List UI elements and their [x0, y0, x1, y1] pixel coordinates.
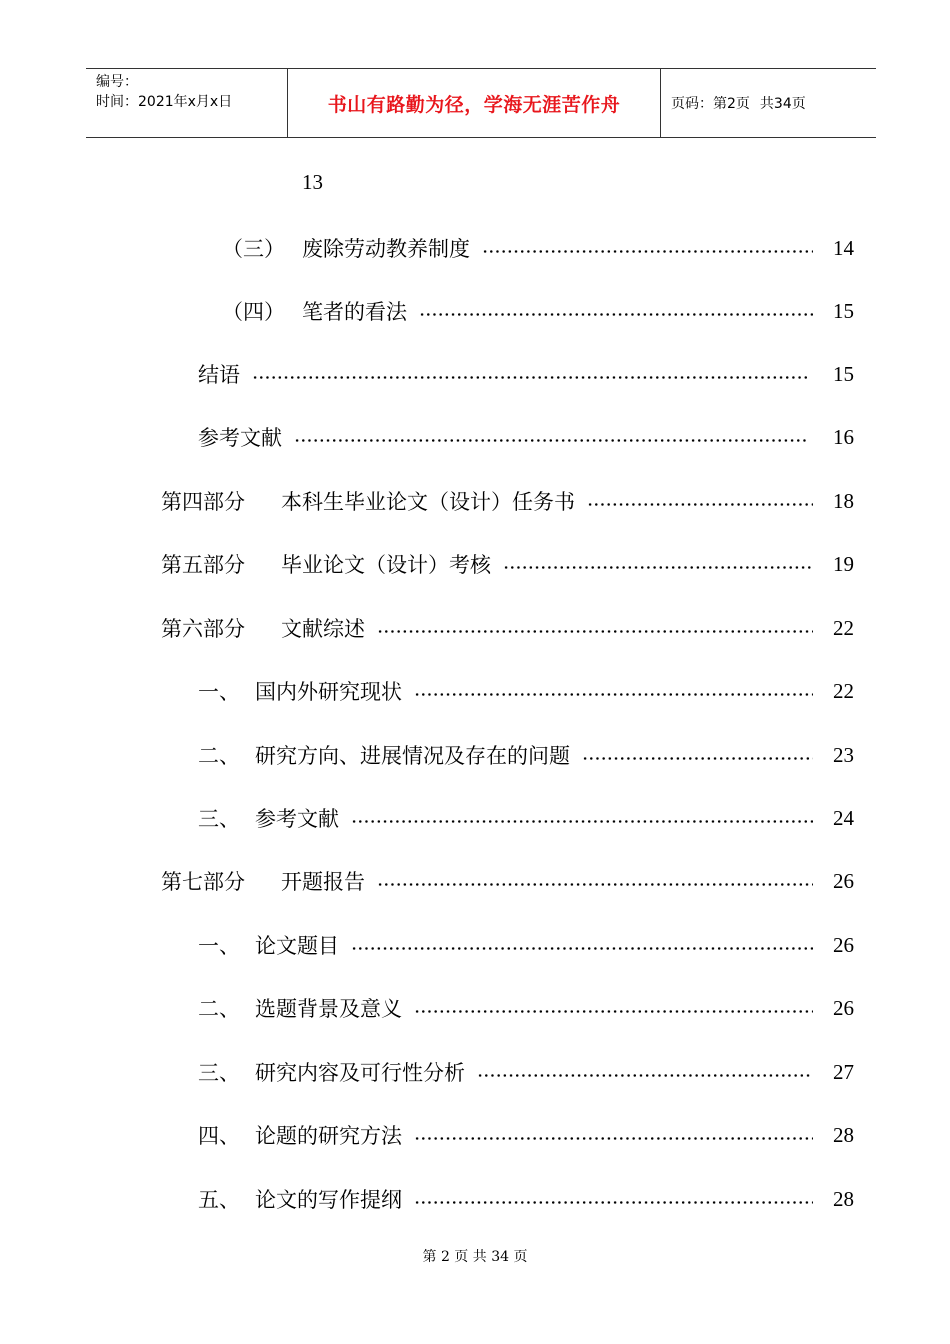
toc-dot-leader — [294, 439, 807, 442]
toc-entry-page: 26 — [833, 932, 854, 957]
toc-entry-prefix: 五、 — [198, 1188, 240, 1212]
toc-entry-page: 26 — [833, 868, 854, 893]
toc-entry-title: 废除劳动教养制度 — [302, 237, 470, 261]
toc-entry[interactable] — [198, 359, 854, 389]
header-time-label: 时间：2021年x月x日 — [96, 94, 233, 110]
toc-dot-leader — [503, 566, 813, 569]
toc-entry-title: 毕业论文（设计）考核 — [281, 553, 491, 577]
toc-entry-title: 选题背景及意义 — [255, 997, 402, 1021]
toc-entry-prefix: 二、 — [198, 997, 240, 1021]
toc-entry[interactable] — [161, 866, 854, 896]
toc-dot-leader — [582, 757, 813, 760]
toc-entry-page: 22 — [833, 615, 854, 640]
toc-entry-title: 结语 — [198, 363, 240, 387]
toc-entry-prefix: 四、 — [198, 1124, 240, 1148]
page-header — [86, 68, 876, 138]
toc-entry-page: 16 — [833, 424, 854, 449]
toc-entry-title: 论文的写作提纲 — [255, 1188, 402, 1212]
toc-dot-leader — [351, 947, 813, 950]
toc-entry-prefix: （三） — [222, 237, 285, 261]
toc-entry-page: 18 — [833, 488, 854, 513]
toc-dot-leader — [414, 1010, 813, 1013]
toc-dot-leader — [414, 1137, 813, 1140]
toc-entry-prefix: 三、 — [198, 1061, 240, 1085]
toc-entry-page: 28 — [833, 1122, 854, 1147]
toc-entry-title: 参考文献 — [198, 426, 282, 450]
toc-entry[interactable] — [222, 233, 854, 263]
toc-entry-title: 笔者的看法 — [302, 300, 407, 324]
toc-dot-leader — [377, 883, 813, 886]
toc-entry-prefix: 一、 — [198, 934, 240, 958]
header-total-label: 共34页 — [759, 96, 806, 112]
toc-dot-leader — [477, 1074, 813, 1077]
toc-entry[interactable] — [198, 993, 854, 1023]
toc-entry[interactable] — [198, 1120, 854, 1150]
page-footer: 第 2 页 共 34 页 — [422, 1249, 528, 1265]
toc-dot-leader — [419, 313, 813, 316]
toc-dot-leader — [377, 630, 813, 633]
toc-entry-title: 研究内容及可行性分析 — [255, 1061, 465, 1085]
toc-entry[interactable] — [161, 486, 854, 516]
toc-entry-prefix: 第六部分 — [161, 617, 245, 641]
toc-entry-title: 开题报告 — [281, 870, 365, 894]
toc-entry[interactable] — [198, 422, 854, 452]
toc-dot-leader — [482, 250, 813, 253]
toc-entry[interactable] — [198, 803, 854, 833]
toc-entry-title: 论题的研究方法 — [255, 1124, 402, 1148]
toc-dot-leader — [587, 503, 813, 506]
header-page-label: 页码：第2页 — [671, 96, 750, 112]
toc-entry-prefix: 三、 — [198, 807, 240, 831]
toc-entry-page: 28 — [833, 1186, 854, 1211]
toc-entry-page: 22 — [833, 678, 854, 703]
toc-entry-title: 参考文献 — [255, 807, 339, 831]
toc-entry-title: 国内外研究现状 — [255, 680, 402, 704]
header-meta — [86, 69, 288, 137]
toc-entry-prefix: 第七部分 — [161, 870, 245, 894]
header-motto: 书山有路勤为径，学海无涯苦作舟 — [288, 69, 661, 137]
header-number-label: 编号： — [96, 74, 138, 90]
toc-entry[interactable] — [198, 1184, 854, 1214]
toc-carryover-page-number: 13 — [302, 170, 323, 194]
toc-entry-title: 研究方向、进展情况及存在的问题 — [255, 744, 570, 768]
toc-entry-title: 本科生毕业论文（设计）任务书 — [281, 490, 575, 514]
toc-entry-page: 15 — [833, 298, 854, 323]
toc-entry-page: 24 — [833, 805, 854, 830]
toc-entry-page: 26 — [833, 995, 854, 1020]
toc-entry-prefix: 二、 — [198, 744, 240, 768]
toc-entry-title: 文献综述 — [281, 617, 365, 641]
toc-entry-page: 27 — [833, 1059, 854, 1084]
toc-entry-prefix: 第五部分 — [161, 553, 245, 577]
toc-entry[interactable] — [198, 930, 854, 960]
toc-entry-prefix: 第四部分 — [161, 490, 245, 514]
toc-entry[interactable] — [161, 549, 854, 579]
toc-dot-leader — [351, 820, 813, 823]
toc-dot-leader — [414, 1201, 813, 1204]
toc-entry-prefix: （四） — [222, 300, 285, 324]
toc-entry-page: 14 — [833, 235, 854, 260]
toc-entry-prefix: 一、 — [198, 680, 240, 704]
toc-dot-leader — [414, 693, 813, 696]
header-page-info — [661, 69, 876, 137]
toc-entry[interactable] — [198, 740, 854, 770]
toc-entry[interactable] — [161, 613, 854, 643]
toc-entry[interactable] — [198, 676, 854, 706]
toc-entry[interactable] — [222, 296, 854, 326]
toc-entry-page: 23 — [833, 742, 854, 767]
toc-entry-page: 15 — [833, 361, 854, 386]
toc-entry-title: 论文题目 — [255, 934, 339, 958]
toc-entry-page: 19 — [833, 551, 854, 576]
toc-entry[interactable] — [198, 1057, 854, 1087]
toc-dot-leader — [252, 376, 807, 379]
